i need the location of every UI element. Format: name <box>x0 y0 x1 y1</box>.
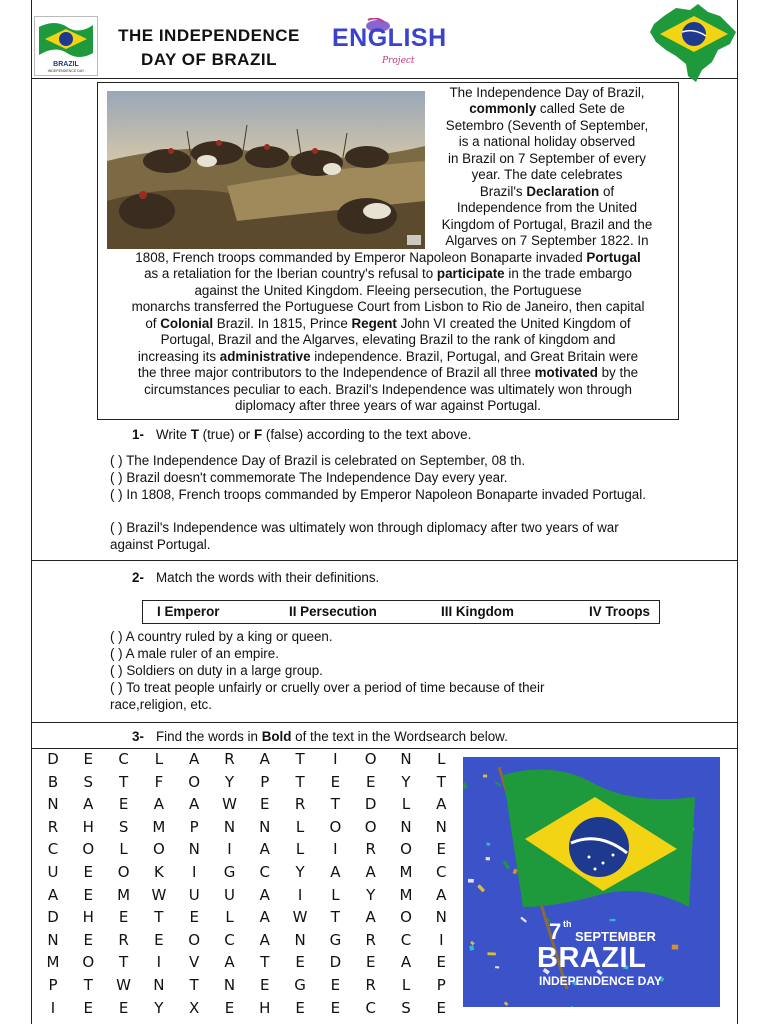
wordsearch-letter[interactable]: E <box>295 998 305 1017</box>
question-1-prompt-t: T <box>190 427 199 442</box>
header-divider <box>32 78 737 79</box>
line-text: monarchs transferred the Portuguese Court from Lisbon to Rio de Janeiro, then capital <box>131 299 645 315</box>
title-line-1: THE INDEPENDENCE <box>118 26 300 45</box>
wordsearch-letter[interactable]: H <box>82 908 94 927</box>
poster-month: SEPTEMBER <box>575 929 656 944</box>
line-text: of <box>145 315 161 331</box>
line-text: John VI created the United Kingdom of <box>396 315 631 331</box>
wordsearch-letter[interactable]: D <box>47 750 59 768</box>
wordsearch-letter[interactable]: S <box>401 998 411 1017</box>
confetti-piece <box>486 857 490 860</box>
wordsearch-letter[interactable]: E <box>224 998 235 1017</box>
wordsearch-letter[interactable]: A <box>224 953 235 972</box>
match-option-troops: IV Troops <box>589 604 651 619</box>
wordsearch-letter[interactable]: A <box>189 795 200 814</box>
confetti-piece <box>487 952 495 955</box>
english-logo-word: ENGLISH <box>332 24 447 52</box>
passage-right-line-3 <box>432 118 662 134</box>
question-2-prompt: Match the words with their definitions. <box>156 570 380 585</box>
line-text: Algarves on 7 September 1822. In <box>445 233 649 249</box>
line-text: Kingdom of Portugal, Brazil and the <box>441 216 653 232</box>
question-3-prompt-a: Find the words in <box>156 729 262 744</box>
wordsearch-letter[interactable]: E <box>260 976 270 994</box>
wordsearch-letter[interactable]: L <box>437 750 446 768</box>
wordsearch-letter[interactable]: O <box>329 817 342 836</box>
wordsearch-letter[interactable]: O <box>117 863 130 881</box>
question-3-prompt-b: of the text in the Wordsearch below. <box>291 729 508 744</box>
wordsearch-letter[interactable]: E <box>83 750 94 768</box>
wordsearch-letter[interactable]: E <box>83 863 94 881</box>
wordsearch-letter[interactable]: H <box>82 817 94 836</box>
wordsearch-letter[interactable]: N <box>400 750 412 768</box>
wordsearch-letter[interactable]: R <box>365 840 376 859</box>
wordsearch-letter[interactable]: O <box>364 750 377 768</box>
wordsearch-letter[interactable]: A <box>436 885 447 904</box>
wordsearch-letter[interactable]: E <box>330 976 341 994</box>
wordsearch-letter[interactable]: C <box>400 930 412 949</box>
wordsearch-letter[interactable]: Y <box>366 885 376 904</box>
wordsearch-letter[interactable]: L <box>225 908 234 927</box>
wordsearch-letter[interactable]: C <box>224 930 235 949</box>
waving-flag-icon <box>35 17 97 75</box>
page-title <box>100 24 318 72</box>
wordsearch-letter[interactable]: D <box>329 953 342 972</box>
wordsearch-letter[interactable]: O <box>188 930 201 949</box>
bold-keyword: commonly <box>469 101 537 117</box>
wordsearch-letter[interactable]: M <box>117 885 131 904</box>
wordsearch-letter[interactable]: R <box>294 795 306 814</box>
passage-right-line-6 <box>432 167 662 183</box>
wordsearch-letter[interactable]: P <box>48 976 58 994</box>
wordsearch-letter[interactable]: C <box>47 840 59 859</box>
wordsearch-letter[interactable]: I <box>50 998 56 1017</box>
right-margin-line <box>737 0 738 1024</box>
confetti-piece <box>483 775 487 778</box>
passage-full-line-10 <box>104 398 672 414</box>
wordsearch-letter[interactable]: T <box>119 953 129 972</box>
passage-right-line-4 <box>432 134 662 150</box>
wordsearch-letter[interactable]: C <box>118 750 129 768</box>
wordsearch-letter[interactable]: A <box>47 885 59 904</box>
wordsearch-letter[interactable]: A <box>259 840 270 859</box>
question-3-number: 3- <box>132 729 144 744</box>
wordsearch-letter[interactable]: C <box>436 863 447 881</box>
wordsearch-letter[interactable]: Y <box>401 772 411 791</box>
bold-keyword: Declaration <box>526 183 600 199</box>
wordsearch-letter[interactable]: E <box>295 953 305 972</box>
wordsearch-letter[interactable]: E <box>365 772 376 791</box>
question-3-heading <box>132 729 508 744</box>
question-1-prompt-f: F <box>253 427 263 442</box>
wordsearch-letter[interactable]: A <box>259 885 270 904</box>
line-text: Brazil's <box>479 183 527 199</box>
wordsearch-letter[interactable]: A <box>436 795 447 814</box>
bold-keyword: motivated <box>534 365 598 381</box>
wordsearch-letter[interactable]: N <box>47 930 59 949</box>
line-text: Portugal, Brazil and the Algarves, elevating Brazil to the rank of kingdom and <box>160 332 616 348</box>
wordsearch-letter[interactable]: Y <box>295 863 305 881</box>
wordsearch-letter[interactable]: C <box>365 998 376 1017</box>
question-1-prompt-b: (true) or <box>198 427 254 442</box>
line-text: called Sete de <box>536 101 625 117</box>
wordsearch-letter[interactable]: A <box>259 930 270 949</box>
line-text: Independence from the United <box>456 200 638 216</box>
poster-date-number: 7 <box>549 919 562 944</box>
wordsearch-letter[interactable]: W <box>151 885 167 904</box>
bold-keyword: Regent <box>351 315 397 331</box>
question-2-number: 2- <box>132 570 144 585</box>
wordsearch-letter[interactable]: G <box>294 976 306 994</box>
wordsearch-letter[interactable]: N <box>223 976 236 994</box>
wordsearch-letter[interactable]: R <box>224 750 235 768</box>
logo-text: BRAZIL <box>53 61 79 68</box>
bold-keyword: participate <box>436 266 505 282</box>
line-text: is a national holiday observed <box>458 134 636 150</box>
wordsearch-letter[interactable]: R <box>47 817 59 836</box>
line-text: by the <box>597 365 639 381</box>
wordsearch-letter[interactable]: U <box>47 863 59 881</box>
line-text: Setembro (Seventh of September, <box>445 117 649 133</box>
wordsearch-letter[interactable]: T <box>119 772 129 791</box>
wordsearch-letter[interactable]: O <box>364 817 377 836</box>
passage-full-width <box>104 250 672 415</box>
passage-full-line-4 <box>104 299 672 315</box>
wordsearch-letter[interactable]: F <box>154 772 164 791</box>
passage-full-line-6 <box>104 332 672 348</box>
wordsearch-letter[interactable]: T <box>295 750 305 768</box>
passage-right-line-8 <box>432 200 662 216</box>
passage-full-line-7 <box>104 349 672 365</box>
wordsearch-letter[interactable]: T <box>154 908 164 927</box>
wordsearch-letter[interactable]: T <box>330 795 340 814</box>
wordsearch-letter[interactable]: O <box>152 840 165 859</box>
brazil-flag-logo <box>34 16 98 76</box>
wordsearch-letter[interactable]: V <box>189 953 200 972</box>
wordsearch-letter[interactable]: R <box>365 976 376 994</box>
poster-date-suffix: th <box>563 919 572 929</box>
brazil-map-flag <box>646 2 738 86</box>
line-text: The Independence Day of Brazil, <box>449 85 645 100</box>
q1-item-3[interactable]: ( ) In 1808, French troops commanded by Emperor Napoleon Bonaparte invaded Portugal. <box>110 487 646 502</box>
wordsearch-letter[interactable]: M <box>399 863 413 881</box>
wordsearch-letter[interactable]: X <box>189 998 200 1017</box>
wordsearch-letter[interactable]: E <box>365 953 376 972</box>
wordsearch-letter[interactable]: R <box>118 930 129 949</box>
english-project-logo <box>332 18 447 76</box>
wordsearch-letter[interactable]: I <box>156 953 162 972</box>
wordsearch-letter[interactable]: N <box>153 976 165 994</box>
wordsearch-letter[interactable]: Y <box>224 772 235 791</box>
wordsearch-letter[interactable]: E <box>436 998 447 1017</box>
wordsearch-letter[interactable]: A <box>330 863 341 881</box>
wordsearch-letter[interactable]: N <box>47 795 59 814</box>
wordsearch-letter[interactable]: A <box>189 750 200 768</box>
wordsearch-letter[interactable]: P <box>189 817 199 836</box>
wordsearch-letter[interactable]: A <box>365 908 376 927</box>
wordsearch-letter[interactable]: O <box>400 840 412 859</box>
wordsearch-letter[interactable]: D <box>364 795 377 814</box>
line-text: against the United Kingdom. Fleeing persecution, the Portuguese <box>194 282 582 298</box>
wordsearch-letter[interactable]: O <box>82 840 95 859</box>
passage-right-column <box>432 85 662 250</box>
wordsearch-letter[interactable]: W <box>222 795 237 814</box>
wordsearch-letter[interactable]: E <box>83 998 94 1017</box>
english-logo-sub: Project <box>382 56 415 66</box>
match-option-kingdom: III Kingdom <box>441 604 514 619</box>
brazil-map-icon <box>646 2 738 86</box>
match-option-emperor: I Emperor <box>157 604 220 619</box>
wordsearch-letter[interactable]: N <box>435 908 447 927</box>
wordsearch-letter[interactable]: N <box>223 817 236 836</box>
passage-full-line-9 <box>104 382 672 398</box>
wordsearch-letter[interactable]: E <box>330 998 341 1017</box>
question-1-prompt-a: Write <box>156 427 191 442</box>
passage-right-line-7 <box>432 184 662 200</box>
confetti-piece <box>610 919 616 921</box>
line-text: 1808, French troops commanded by Emperor Napoleon Bonaparte invaded <box>135 250 587 265</box>
wordsearch-letter[interactable]: P <box>436 976 446 994</box>
wordsearch-letter[interactable]: C <box>259 863 271 881</box>
wordsearch-letter[interactable]: O <box>188 772 201 791</box>
poster-country: BRAZIL <box>537 942 647 974</box>
independence-day-poster <box>463 757 720 1007</box>
line-text: circumstances peculiar to each. Brazil's Independence was ultimately won through <box>144 381 632 397</box>
line-text: as a retaliation for the Iberian country's refusal to <box>144 266 437 282</box>
line-text: of <box>599 183 615 199</box>
wordsearch-letter[interactable]: L <box>401 795 411 814</box>
question-3-prompt-bold: Bold <box>261 729 292 744</box>
wordsearch-letter[interactable]: N <box>294 930 306 949</box>
wordsearch-letter[interactable]: I <box>333 750 338 768</box>
wordsearch-letter[interactable]: L <box>331 885 340 904</box>
wordsearch-letter[interactable]: M <box>399 885 413 904</box>
q1-item-2[interactable]: ( ) Brazil doesn't commemorate The Independence Day every year. <box>110 470 508 485</box>
wordsearch-letter[interactable]: L <box>295 817 305 836</box>
passage-right-line-2 <box>432 101 662 117</box>
wordsearch-letter[interactable]: E <box>260 795 270 814</box>
wordsearch-letter[interactable]: H <box>259 998 271 1017</box>
question-1-number: 1- <box>132 427 144 442</box>
poster-caption: INDEPENDENCE DAY <box>539 974 662 988</box>
q1-item-4[interactable]: ( ) Brazil's Independence was ultimately won through diplomacy after two years of war against Portugal. <box>110 520 619 552</box>
line-text: the three major contributors to the Independence of Brazil all three <box>137 365 535 381</box>
line-text: diplomacy after three years of war against Portugal. <box>235 398 541 414</box>
passage-right-line-1 <box>432 85 662 101</box>
wordsearch-letter[interactable]: E <box>154 930 164 949</box>
q1-item-1[interactable]: ( ) The Independence Day of Brazil is celebrated on September, 08 th. <box>110 453 526 468</box>
wordsearch-letter[interactable]: R <box>365 930 376 949</box>
wordsearch-letter[interactable]: I <box>297 885 303 904</box>
wordsearch-letter[interactable]: T <box>330 908 340 927</box>
section-divider-2 <box>32 722 737 723</box>
passage-full-line-1 <box>104 250 672 266</box>
wordsearch-letter[interactable]: T <box>260 953 270 972</box>
wordsearch-letter[interactable]: E <box>189 908 199 927</box>
wordsearch-letter[interactable]: K <box>153 863 164 881</box>
passage-right-line-10 <box>432 233 662 249</box>
wordsearch-letter[interactable]: E <box>83 885 94 904</box>
wordsearch-letter[interactable]: B <box>47 772 59 791</box>
title-line-2: DAY OF BRAZIL <box>141 50 277 69</box>
wordsearch-letter[interactable]: I <box>333 840 338 859</box>
poster-illustration <box>463 757 720 1007</box>
confetti-piece <box>672 945 678 950</box>
wordsearch-letter[interactable]: T <box>295 772 305 791</box>
wordsearch-letter[interactable]: N <box>435 817 447 836</box>
independence-painting <box>107 91 425 249</box>
wordsearch-letter[interactable]: T <box>436 772 446 791</box>
line-text: year. The date celebrates <box>471 167 623 183</box>
wordsearch-letter[interactable]: E <box>436 953 447 972</box>
wordsearch-letter[interactable]: A <box>365 863 376 881</box>
q2-item-3[interactable]: ( ) Soldiers on duty in a large group. <box>110 663 323 678</box>
logo-subtext: INDEPENDENCE DAY <box>47 69 85 73</box>
line-text: in Brazil on 7 September of every <box>448 150 646 166</box>
wordsearch-letter[interactable]: O <box>400 908 412 927</box>
wordsearch-letter[interactable]: O <box>82 953 95 972</box>
wordsearch-letter[interactable]: A <box>83 795 94 814</box>
wordsearch-letter[interactable]: L <box>401 976 411 994</box>
passage-right-line-9 <box>432 217 662 233</box>
wordsearch-letter[interactable]: A <box>400 953 412 972</box>
line-text: Brazil. In 1815, Prince <box>213 315 352 331</box>
painting-image-icon <box>107 91 425 249</box>
q2-item-4[interactable]: ( ) To treat people unfairly or cruelly over a period of time because of their race,religion, etc. <box>110 680 545 712</box>
left-margin-line <box>31 0 32 1024</box>
wordsearch-letter[interactable]: D <box>47 908 59 927</box>
wordsearch-letter[interactable]: I <box>439 930 444 949</box>
question-1-prompt-c: (false) according to the text above. <box>262 427 472 442</box>
question-2-heading <box>132 570 379 585</box>
wordsearch-letter[interactable]: E <box>436 840 447 859</box>
wordsearch-letter[interactable]: T <box>189 976 199 994</box>
wordsearch-letter[interactable]: G <box>223 863 236 881</box>
bold-keyword: administrative <box>219 348 311 364</box>
wordsearch-letter[interactable]: L <box>119 840 128 859</box>
wordsearch-letter[interactable]: W <box>292 908 308 927</box>
wordsearch-letter[interactable]: E <box>118 908 129 927</box>
q2-item-2[interactable]: ( ) A male ruler of an empire. <box>110 646 279 661</box>
wordsearch-letter[interactable]: A <box>259 908 270 927</box>
line-text: in the trade embargo <box>504 266 632 282</box>
wordsearch-letter[interactable]: I <box>191 863 197 881</box>
bold-keyword: Colonial <box>160 315 214 331</box>
passage-full-line-2 <box>104 266 672 282</box>
wordsearch-letter[interactable]: N <box>400 817 412 836</box>
wordsearch-letter[interactable]: G <box>329 930 342 949</box>
passage-full-line-3 <box>104 283 672 299</box>
wordsearch-letter[interactable]: U <box>188 885 200 904</box>
wordsearch-letter[interactable]: E <box>83 930 94 949</box>
bold-keyword: Portugal <box>586 250 641 265</box>
section-divider-3 <box>32 748 737 749</box>
passage-full-line-8 <box>104 365 672 381</box>
wordsearch-letter[interactable]: A <box>153 795 165 814</box>
wordsearch-letter[interactable]: E <box>118 998 129 1017</box>
match-word-bank <box>142 600 660 624</box>
wordsearch-letter[interactable]: N <box>259 817 271 836</box>
line-text: increasing its <box>137 348 220 364</box>
confetti-piece <box>486 842 490 846</box>
q2-item-1[interactable]: ( ) A country ruled by a king or queen. <box>110 629 333 644</box>
wordsearch-letter[interactable]: S <box>83 772 94 791</box>
wordsearch-letter[interactable]: E <box>330 772 341 791</box>
section-divider-1 <box>32 560 737 561</box>
passage-full-line-5 <box>104 316 672 332</box>
passage-right-line-5 <box>432 151 662 167</box>
question-1-heading <box>132 427 471 442</box>
wordsearch-letter[interactable]: P <box>260 772 270 791</box>
wordsearch-letter[interactable]: S <box>118 817 129 836</box>
wordsearch-letter[interactable]: L <box>295 840 305 859</box>
wordsearch-letter[interactable]: A <box>259 750 270 768</box>
wordsearch-letter[interactable]: M <box>152 817 166 836</box>
wordsearch-letter[interactable]: Y <box>154 998 164 1017</box>
wordsearch-letter[interactable]: W <box>116 976 132 994</box>
wordsearch-letter[interactable]: E <box>118 795 129 814</box>
line-text: independence. Brazil, Portugal, and Great Britain were <box>310 348 639 364</box>
wordsearch-letter[interactable]: M <box>46 953 60 972</box>
wordsearch-letter[interactable]: N <box>188 840 200 859</box>
match-option-persecution: II Persecution <box>289 604 377 619</box>
wordsearch-letter[interactable]: L <box>154 750 164 768</box>
confetti-piece <box>468 879 474 883</box>
wordsearch-letter[interactable]: I <box>227 840 232 859</box>
wordsearch-letter[interactable]: U <box>224 885 235 904</box>
wordsearch-letter[interactable]: T <box>83 976 93 994</box>
